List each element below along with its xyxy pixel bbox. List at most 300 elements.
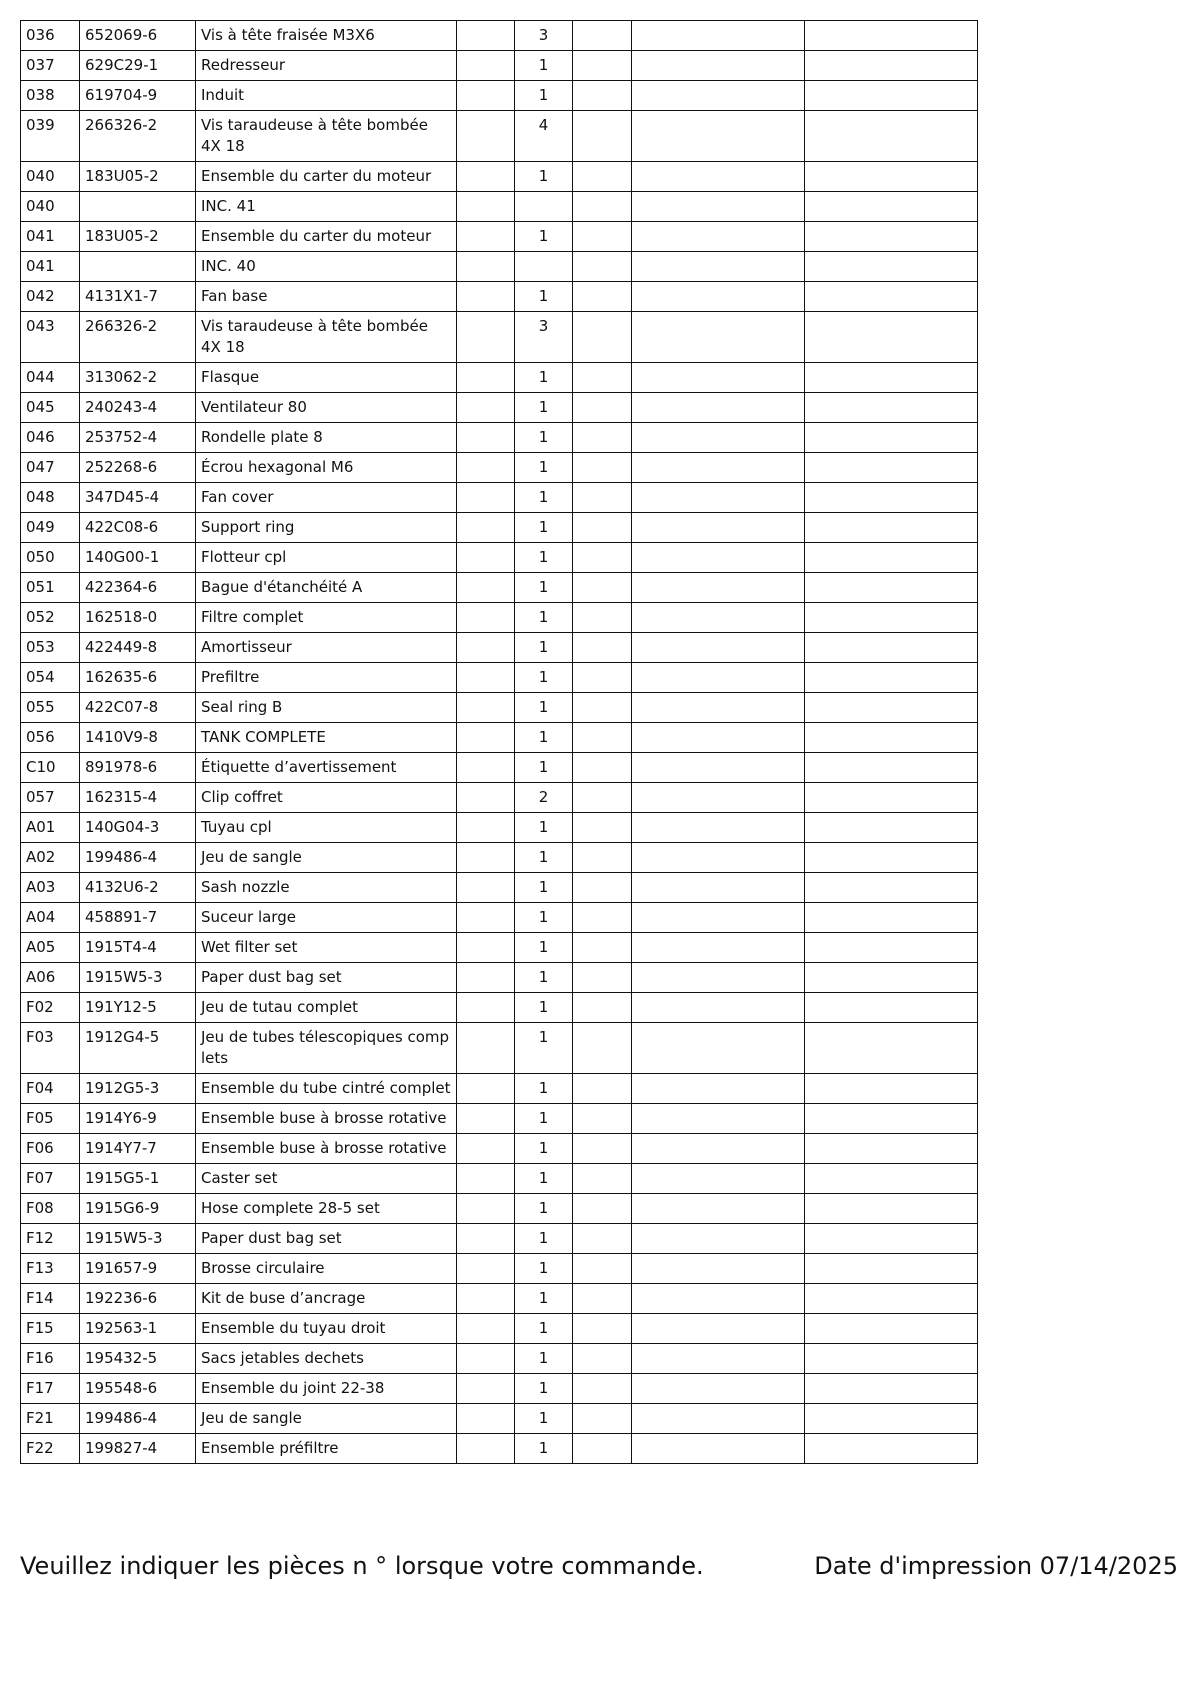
empty-cell [573,843,632,873]
empty-cell [632,1344,805,1374]
ref-number-cell: F02 [21,993,80,1023]
empty-cell [457,723,515,753]
table-row [21,81,978,111]
empty-cell [457,363,515,393]
quantity-cell: 1 [515,873,573,903]
quantity-cell: 1 [515,663,573,693]
empty-cell [573,1254,632,1284]
empty-cell [632,393,805,423]
quantity-cell [515,252,573,282]
description-cell: Redresseur [196,51,457,81]
empty-cell [632,1224,805,1254]
empty-cell [573,693,632,723]
quantity-cell: 1 [515,81,573,111]
empty-cell [805,933,978,963]
table-row [21,1284,978,1314]
quantity-cell: 1 [515,693,573,723]
table-row [21,1434,978,1464]
description-cell: Ensemble buse à brosse rotative [196,1134,457,1164]
ref-number-cell: F05 [21,1104,80,1134]
part-number-cell: 4132U6-2 [80,873,196,903]
ref-number-cell: 038 [21,81,80,111]
ref-number-cell: F14 [21,1284,80,1314]
ref-number-cell: A03 [21,873,80,903]
empty-cell [805,1344,978,1374]
empty-cell [632,282,805,312]
description-cell: Ensemble du carter du moteur [196,162,457,192]
empty-cell [573,783,632,813]
part-number-cell: 1912G4-5 [80,1023,196,1074]
table-row [21,783,978,813]
quantity-cell: 1 [515,1344,573,1374]
ref-number-cell: 045 [21,393,80,423]
empty-cell [805,81,978,111]
empty-cell [632,1374,805,1404]
part-number-cell: 1915W5-3 [80,963,196,993]
table-row [21,1194,978,1224]
ref-number-cell: F06 [21,1134,80,1164]
ref-number-cell: 041 [21,252,80,282]
empty-cell [573,813,632,843]
empty-cell [632,312,805,363]
empty-cell [632,1434,805,1464]
empty-cell [805,393,978,423]
ref-number-cell: 040 [21,192,80,222]
empty-cell [573,993,632,1023]
quantity-cell: 1 [515,1314,573,1344]
empty-cell [805,1284,978,1314]
ref-number-cell: F12 [21,1224,80,1254]
quantity-cell: 1 [515,993,573,1023]
ref-number-cell: F22 [21,1434,80,1464]
empty-cell [573,573,632,603]
ref-number-cell: 046 [21,423,80,453]
empty-cell [573,1164,632,1194]
part-number-cell: 1915G6-9 [80,1194,196,1224]
empty-cell [632,1164,805,1194]
empty-cell [805,252,978,282]
empty-cell [805,753,978,783]
description-cell: Fan cover [196,483,457,513]
empty-cell [573,483,632,513]
empty-cell [573,1434,632,1464]
table-row [21,513,978,543]
description-cell: Vis taraudeuse à tête bombée 4X 18 [196,312,457,363]
description-cell: Paper dust bag set [196,963,457,993]
table-row [21,843,978,873]
part-number-cell: 183U05-2 [80,222,196,252]
empty-cell [805,1254,978,1284]
empty-cell [573,903,632,933]
table-row [21,1074,978,1104]
quantity-cell: 1 [515,813,573,843]
quantity-cell: 1 [515,633,573,663]
part-number-cell: 458891-7 [80,903,196,933]
empty-cell [805,1224,978,1254]
table-row [21,192,978,222]
part-number-cell: 422C07-8 [80,693,196,723]
quantity-cell: 1 [515,543,573,573]
quantity-cell: 1 [515,483,573,513]
description-cell: Ensemble buse à brosse rotative [196,1104,457,1134]
ref-number-cell: F04 [21,1074,80,1104]
description-cell: Bague d'étanchéité A [196,573,457,603]
empty-cell [573,963,632,993]
empty-cell [457,543,515,573]
ref-number-cell: 054 [21,663,80,693]
description-cell: Clip coffret [196,783,457,813]
quantity-cell: 1 [515,363,573,393]
table-row [21,1404,978,1434]
empty-cell [632,543,805,573]
ref-number-cell: F17 [21,1374,80,1404]
empty-cell [573,1404,632,1434]
part-number-cell [80,192,196,222]
ref-number-cell: F16 [21,1344,80,1374]
empty-cell [457,21,515,51]
empty-cell [457,192,515,222]
part-number-cell: 162518-0 [80,603,196,633]
empty-cell [632,813,805,843]
quantity-cell: 3 [515,21,573,51]
quantity-cell: 4 [515,111,573,162]
quantity-cell: 1 [515,51,573,81]
table-row [21,453,978,483]
ref-number-cell: F03 [21,1023,80,1074]
empty-cell [457,162,515,192]
part-number-cell: 240243-4 [80,393,196,423]
empty-cell [573,222,632,252]
empty-cell [632,81,805,111]
empty-cell [632,222,805,252]
empty-cell [632,363,805,393]
empty-cell [573,312,632,363]
empty-cell [632,783,805,813]
description-cell: Jeu de sangle [196,1404,457,1434]
empty-cell [632,663,805,693]
description-cell: Jeu de tubes télescopiques comp lets [196,1023,457,1074]
table-row [21,813,978,843]
parts-table [20,20,978,1464]
empty-cell [457,963,515,993]
description-cell: Seal ring B [196,693,457,723]
empty-cell [805,543,978,573]
part-number-cell: 1410V9-8 [80,723,196,753]
empty-cell [573,252,632,282]
ref-number-cell: F07 [21,1164,80,1194]
empty-cell [632,162,805,192]
empty-cell [573,1134,632,1164]
empty-cell [632,1023,805,1074]
description-cell: Paper dust bag set [196,1224,457,1254]
description-cell: INC. 40 [196,252,457,282]
part-number-cell: 195548-6 [80,1374,196,1404]
description-cell: Brosse circulaire [196,1254,457,1284]
print-date: Date d'impression 07/14/2025 [814,1552,1178,1580]
order-note: Veuillez indiquer les pièces n ° lorsque votre commande. [20,1552,704,1580]
part-number-cell: 162315-4 [80,783,196,813]
part-number-cell: 252268-6 [80,453,196,483]
part-number-cell: 162635-6 [80,663,196,693]
empty-cell [632,1284,805,1314]
empty-cell [805,192,978,222]
empty-cell [805,633,978,663]
empty-cell [457,1224,515,1254]
empty-cell [457,573,515,603]
empty-cell [457,1194,515,1224]
empty-cell [573,1344,632,1374]
empty-cell [457,1374,515,1404]
empty-cell [632,423,805,453]
empty-cell [573,1284,632,1314]
ref-number-cell: A05 [21,933,80,963]
quantity-cell: 1 [515,282,573,312]
empty-cell [457,1164,515,1194]
empty-cell [457,1404,515,1434]
empty-cell [632,21,805,51]
empty-cell [805,363,978,393]
part-number-cell: 183U05-2 [80,162,196,192]
ref-number-cell: 055 [21,693,80,723]
empty-cell [632,453,805,483]
quantity-cell: 1 [515,843,573,873]
empty-cell [573,1104,632,1134]
table-row [21,162,978,192]
empty-cell [632,1404,805,1434]
empty-cell [573,1314,632,1344]
description-cell: Ensemble du carter du moteur [196,222,457,252]
description-cell: Sash nozzle [196,873,457,903]
part-number-cell: 422C08-6 [80,513,196,543]
empty-cell [805,963,978,993]
ref-number-cell: C10 [21,753,80,783]
description-cell: Vis à tête fraisée M3X6 [196,21,457,51]
part-number-cell: 1912G5-3 [80,1074,196,1104]
empty-cell [457,252,515,282]
empty-cell [457,663,515,693]
part-number-cell: 1914Y6-9 [80,1104,196,1134]
empty-cell [457,1344,515,1374]
description-cell: Prefiltre [196,663,457,693]
table-row [21,633,978,663]
ref-number-cell: A02 [21,843,80,873]
empty-cell [805,453,978,483]
empty-cell [632,1074,805,1104]
ref-number-cell: 037 [21,51,80,81]
description-cell: TANK COMPLETE [196,723,457,753]
empty-cell [805,723,978,753]
quantity-cell: 1 [515,1374,573,1404]
empty-cell [805,423,978,453]
empty-cell [805,903,978,933]
quantity-cell: 1 [515,1284,573,1314]
empty-cell [632,843,805,873]
part-number-cell: 1915T4-4 [80,933,196,963]
ref-number-cell: 051 [21,573,80,603]
part-number-cell: 619704-9 [80,81,196,111]
table-row [21,1314,978,1344]
part-number-cell: 253752-4 [80,423,196,453]
description-cell: Vis taraudeuse à tête bombée 4X 18 [196,111,457,162]
empty-cell [632,573,805,603]
part-number-cell: 422364-6 [80,573,196,603]
part-number-cell: 1915G5-1 [80,1164,196,1194]
empty-cell [457,1074,515,1104]
table-row [21,933,978,963]
empty-cell [573,753,632,783]
empty-cell [457,1434,515,1464]
table-row [21,723,978,753]
description-cell: Ensemble du tuyau droit [196,1314,457,1344]
table-row [21,873,978,903]
quantity-cell: 1 [515,1074,573,1104]
quantity-cell: 1 [515,933,573,963]
ref-number-cell: 043 [21,312,80,363]
empty-cell [457,603,515,633]
empty-cell [805,873,978,903]
empty-cell [457,633,515,663]
empty-cell [457,222,515,252]
empty-cell [573,513,632,543]
description-cell: Flasque [196,363,457,393]
table-row [21,753,978,783]
empty-cell [457,282,515,312]
empty-cell [457,1134,515,1164]
ref-number-cell: 042 [21,282,80,312]
quantity-cell: 1 [515,1224,573,1254]
quantity-cell: 1 [515,393,573,423]
quantity-cell: 1 [515,1434,573,1464]
description-cell: Filtre complet [196,603,457,633]
empty-cell [632,1104,805,1134]
part-number-cell: 192236-6 [80,1284,196,1314]
table-row [21,282,978,312]
description-cell: Amortisseur [196,633,457,663]
quantity-cell: 1 [515,1023,573,1074]
empty-cell [573,51,632,81]
table-row [21,573,978,603]
ref-number-cell: 057 [21,783,80,813]
description-cell: Fan base [196,282,457,312]
quantity-cell: 2 [515,783,573,813]
ref-number-cell: 052 [21,603,80,633]
empty-cell [573,192,632,222]
table-row [21,903,978,933]
description-cell: Rondelle plate 8 [196,423,457,453]
ref-number-cell: A04 [21,903,80,933]
table-row [21,1374,978,1404]
description-cell: Caster set [196,1164,457,1194]
table-row [21,363,978,393]
empty-cell [457,813,515,843]
empty-cell [573,453,632,483]
empty-cell [632,252,805,282]
empty-cell [805,1074,978,1104]
empty-cell [573,543,632,573]
description-cell: Hose complete 28-5 set [196,1194,457,1224]
part-number-cell: 140G00-1 [80,543,196,573]
quantity-cell: 1 [515,723,573,753]
empty-cell [573,21,632,51]
quantity-cell: 1 [515,453,573,483]
quantity-cell: 1 [515,1164,573,1194]
part-number-cell: 652069-6 [80,21,196,51]
part-number-cell: 313062-2 [80,363,196,393]
empty-cell [457,312,515,363]
empty-cell [573,1224,632,1254]
description-cell: INC. 41 [196,192,457,222]
description-cell: Flotteur cpl [196,543,457,573]
table-row [21,603,978,633]
description-cell: Ensemble du joint 22-38 [196,1374,457,1404]
empty-cell [573,282,632,312]
description-cell: Étiquette d’avertissement [196,753,457,783]
empty-cell [573,603,632,633]
part-number-cell: 266326-2 [80,312,196,363]
part-number-cell: 191657-9 [80,1254,196,1284]
part-number-cell: 140G04-3 [80,813,196,843]
empty-cell [573,633,632,663]
empty-cell [457,393,515,423]
empty-cell [457,933,515,963]
empty-cell [805,843,978,873]
empty-cell [457,1284,515,1314]
part-number-cell: 191Y12-5 [80,993,196,1023]
empty-cell [573,1023,632,1074]
part-number-cell: 629C29-1 [80,51,196,81]
ref-number-cell: A01 [21,813,80,843]
parts-table-body [21,21,978,1464]
description-cell: Induit [196,81,457,111]
ref-number-cell: 050 [21,543,80,573]
part-number-cell: 1914Y7-7 [80,1134,196,1164]
empty-cell [805,1134,978,1164]
empty-cell [573,933,632,963]
empty-cell [573,81,632,111]
ref-number-cell: 048 [21,483,80,513]
ref-number-cell: 036 [21,21,80,51]
empty-cell [457,753,515,783]
empty-cell [573,363,632,393]
table-row [21,312,978,363]
table-row [21,1254,978,1284]
empty-cell [805,1434,978,1464]
description-cell: Kit de buse d’ancrage [196,1284,457,1314]
quantity-cell: 1 [515,1404,573,1434]
ref-number-cell: 047 [21,453,80,483]
empty-cell [805,663,978,693]
table-row [21,993,978,1023]
description-cell: Wet filter set [196,933,457,963]
empty-cell [632,873,805,903]
empty-cell [632,723,805,753]
quantity-cell: 1 [515,1134,573,1164]
empty-cell [632,1194,805,1224]
empty-cell [457,453,515,483]
description-cell: Ensemble préfiltre [196,1434,457,1464]
quantity-cell: 1 [515,1104,573,1134]
empty-cell [805,783,978,813]
table-row [21,663,978,693]
part-number-cell: 266326-2 [80,111,196,162]
table-row [21,543,978,573]
table-row [21,111,978,162]
part-number-cell: 891978-6 [80,753,196,783]
empty-cell [632,603,805,633]
empty-cell [632,513,805,543]
table-row [21,252,978,282]
table-row [21,1104,978,1134]
